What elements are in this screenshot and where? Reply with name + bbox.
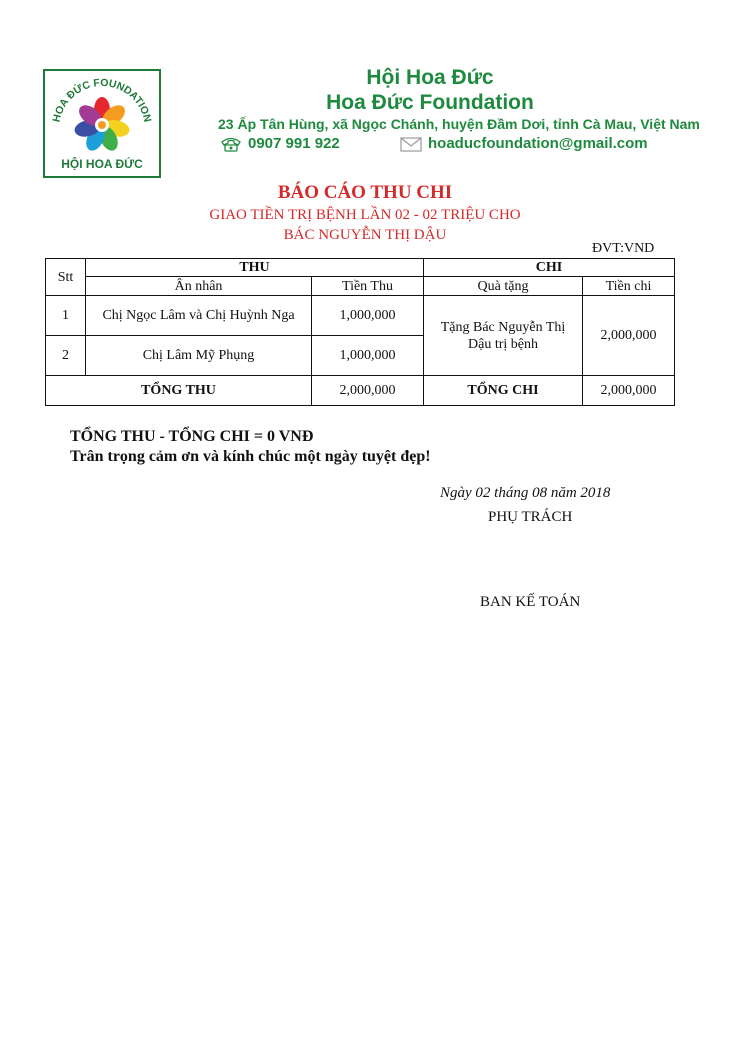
logo-bottom-text: HỘI HOA ĐỨC (61, 157, 143, 171)
total-expense-value: 2,000,000 (583, 376, 675, 406)
chi-header: CHI (424, 259, 675, 277)
currency-unit: ĐVT:VND (592, 241, 655, 256)
phone-number: 0907 991 922 (248, 135, 340, 152)
row-stt: 2 (46, 336, 86, 376)
report-title: BÁO CÁO THU CHI (277, 182, 453, 203)
income-expense-table (45, 258, 675, 406)
row-donor: Chị Ngọc Lâm và Chị Huỳnh Nga (86, 296, 312, 336)
organization-name: Hội Hoa Đức (366, 66, 494, 89)
total-expense-label: TỔNG CHI (424, 376, 583, 406)
report-subtitle-line-2: BÁC NGUYỄN THỊ DẬU (283, 227, 447, 243)
row-income: 1,000,000 (312, 296, 424, 336)
row-donor: Chị Lâm Mỹ Phụng (86, 336, 312, 376)
email-address[interactable]: hoaducfoundation@gmail.com (428, 135, 648, 152)
total-income-label: TỔNG THU (46, 376, 312, 406)
stt-header: Stt (46, 259, 86, 296)
income-column-header: Tiền Thu (312, 277, 424, 296)
row-expense: 2,000,000 (583, 296, 675, 376)
flower-logo-icon (45, 71, 159, 176)
donor-column-header: Ân nhân (86, 277, 312, 296)
row-income: 1,000,000 (312, 336, 424, 376)
table-total-row (46, 376, 675, 406)
organization-name-english: Hoa Đức Foundation (326, 91, 534, 114)
expense-column-header: Tiền chi (583, 277, 675, 296)
thanks-message: Trân trọng cảm ơn và kính chúc một ngày tuyệt đẹp! (70, 448, 431, 465)
contact-email (400, 134, 648, 154)
row-stt: 1 (46, 296, 86, 336)
envelope-icon (400, 137, 422, 152)
total-income-value: 2,000,000 (312, 376, 424, 406)
foundation-logo (43, 69, 161, 178)
gift-column-header: Quà tặng (424, 277, 583, 296)
report-subtitle-line-1: GIAO TIỀN TRỊ BỆNH LẦN 02 - 02 TRIỆU CHO (209, 207, 521, 223)
table-row (46, 296, 675, 336)
table-header-row (46, 259, 675, 277)
logo-arc-text: HOA ĐỨC FOUNDATION (50, 76, 154, 124)
organization-address: 23 Ấp Tân Hùng, xã Ngọc Chánh, huyện Đầm Dơi, tỉnh Cà Mau, Việt Nam (218, 116, 700, 132)
row-gift: Tặng Bác Nguyễn Thị Dậu trị bệnh (424, 296, 583, 376)
balance-summary: TỔNG THU - TỔNG CHI = 0 VNĐ (70, 428, 314, 445)
contact-phone (220, 134, 340, 154)
table-subheader-row (46, 277, 675, 296)
thu-header: THU (86, 259, 424, 277)
signer-responsible: PHỤ TRÁCH (488, 509, 573, 525)
report-date: Ngày 02 tháng 08 năm 2018 (440, 485, 611, 501)
signer-accounting: BAN KẾ TOÁN (480, 594, 581, 610)
phone-icon (220, 136, 242, 152)
